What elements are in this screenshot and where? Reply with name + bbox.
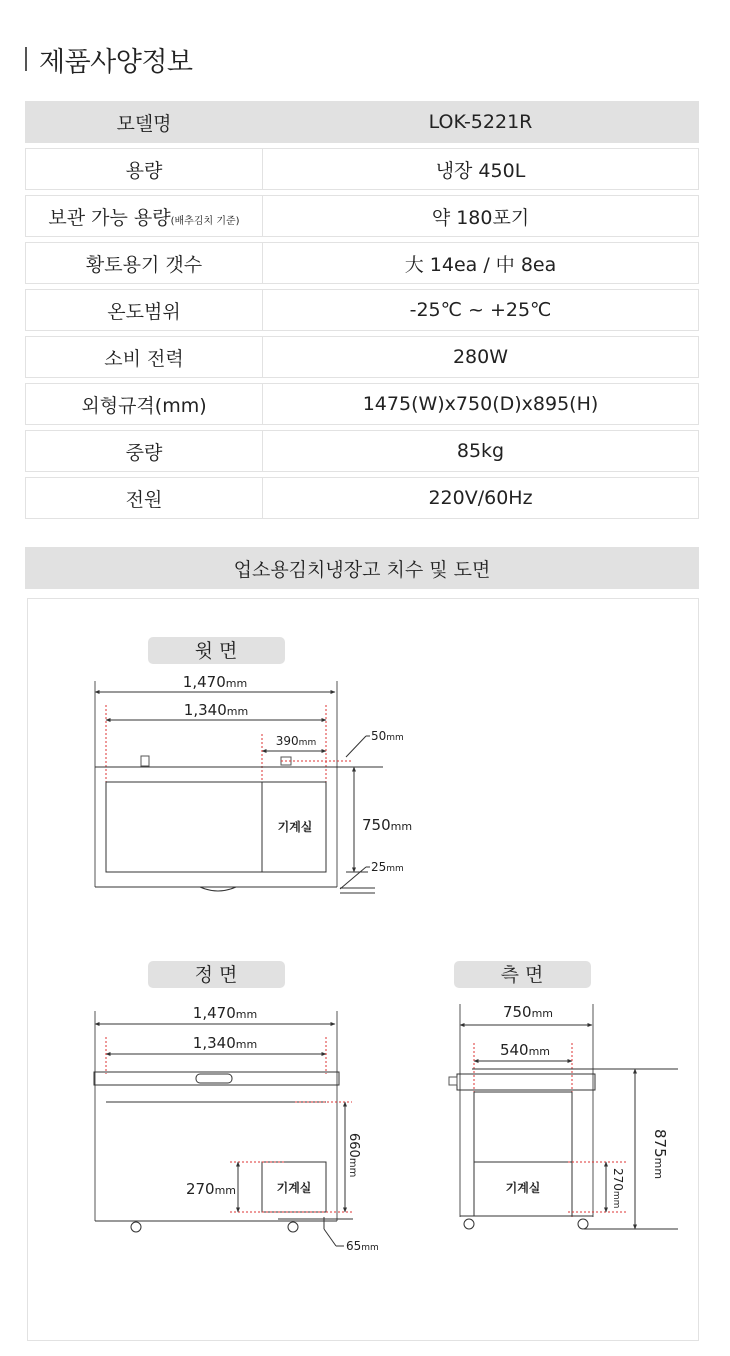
side-view xyxy=(449,961,678,1229)
spec-key-label: 전원 xyxy=(125,488,163,511)
front-wheel-label: 65mm xyxy=(346,1239,379,1253)
side-machine-height-label: 270mm xyxy=(611,1168,625,1209)
spec-row xyxy=(25,148,699,190)
spec-key-label: 황토용기 갯수 xyxy=(85,253,203,276)
drawing-area xyxy=(27,598,699,1341)
front-machine-room-label: 기계실 xyxy=(276,1181,312,1195)
wheel-icon xyxy=(131,1222,141,1232)
spec-table xyxy=(25,96,699,524)
spec-row xyxy=(25,242,699,284)
spec-value: 大 14ea / 中 8ea xyxy=(263,242,699,284)
spec-key-label: 온도범위 xyxy=(107,300,181,323)
spec-key-label: 용량 xyxy=(125,159,163,182)
spec-value: 85kg xyxy=(263,430,699,472)
spec-key xyxy=(25,383,263,425)
front-height-label: 660mm xyxy=(346,1133,361,1178)
front-outer-width-label: 1,470mm xyxy=(192,1004,258,1022)
spec-value: 약 180포기 xyxy=(263,195,699,237)
spec-key-label: 보관 가능 용량 xyxy=(48,206,171,229)
top-machine-room-label: 기계실 xyxy=(277,820,313,834)
side-outer-width-label: 750mm xyxy=(502,1003,554,1021)
spec-value: -25℃ ~ +25℃ xyxy=(263,289,699,331)
technical-drawing xyxy=(28,599,700,1342)
spec-row xyxy=(25,195,699,237)
spec-value: 280W xyxy=(263,336,699,378)
front-view xyxy=(94,961,379,1253)
top-offset-label: 50mm xyxy=(371,729,404,743)
spec-key xyxy=(25,477,263,519)
top-depth-label: 750mm xyxy=(362,816,413,834)
spec-key xyxy=(25,242,263,284)
wheel-icon xyxy=(288,1222,298,1232)
spec-row xyxy=(25,289,699,331)
spec-key xyxy=(25,430,263,472)
spec-row xyxy=(25,336,699,378)
spec-key-label: 중량 xyxy=(125,441,163,464)
title-bar-divider xyxy=(25,47,27,71)
spec-key xyxy=(25,148,263,190)
top-machine-width-label: 390mm xyxy=(275,734,317,748)
spec-row xyxy=(25,430,699,472)
wheel-icon xyxy=(464,1219,474,1229)
spec-key xyxy=(25,195,263,237)
top-view xyxy=(95,637,412,893)
spec-value: 냉장 450L xyxy=(263,148,699,190)
front-machine-height-label: 270mm xyxy=(185,1180,237,1198)
spec-value: 220V/60Hz xyxy=(263,477,699,519)
spec-row xyxy=(25,101,699,143)
spec-key-label: 모델명 xyxy=(116,112,172,135)
top-bottom-offset-label: 25mm xyxy=(371,860,404,874)
spec-key-label: 소비 전력 xyxy=(104,347,184,370)
section-title xyxy=(25,42,193,76)
spec-row xyxy=(25,383,699,425)
spec-value: LOK-5221R xyxy=(263,101,699,143)
side-machine-room-label: 기계실 xyxy=(505,1181,541,1195)
top-outer-width-label: 1,470mm xyxy=(182,673,248,691)
side-view-label: 측 면 xyxy=(500,964,544,986)
spec-key xyxy=(25,336,263,378)
front-view-label: 정 면 xyxy=(194,964,238,986)
front-inner-width-label: 1,340mm xyxy=(192,1034,258,1052)
wheel-icon xyxy=(578,1219,588,1229)
spec-key xyxy=(25,101,263,143)
side-inner-width-label: 540mm xyxy=(499,1041,551,1059)
spec-key-label: 외형규격(mm) xyxy=(81,394,207,417)
spec-key-note: (배추김치 기준) xyxy=(170,215,240,227)
spec-key xyxy=(25,289,263,331)
top-view-label: 윗 면 xyxy=(194,640,238,662)
spec-row xyxy=(25,477,699,519)
side-total-height-label: 875mm xyxy=(651,1129,669,1180)
top-inner-width-label: 1,340mm xyxy=(183,701,249,719)
spec-value: 1475(W)x750(D)x895(H) xyxy=(263,383,699,425)
drawing-section-title: 업소용김치냉장고 치수 및 도면 xyxy=(25,547,699,589)
page-title: 제품사양정보 xyxy=(39,46,193,78)
